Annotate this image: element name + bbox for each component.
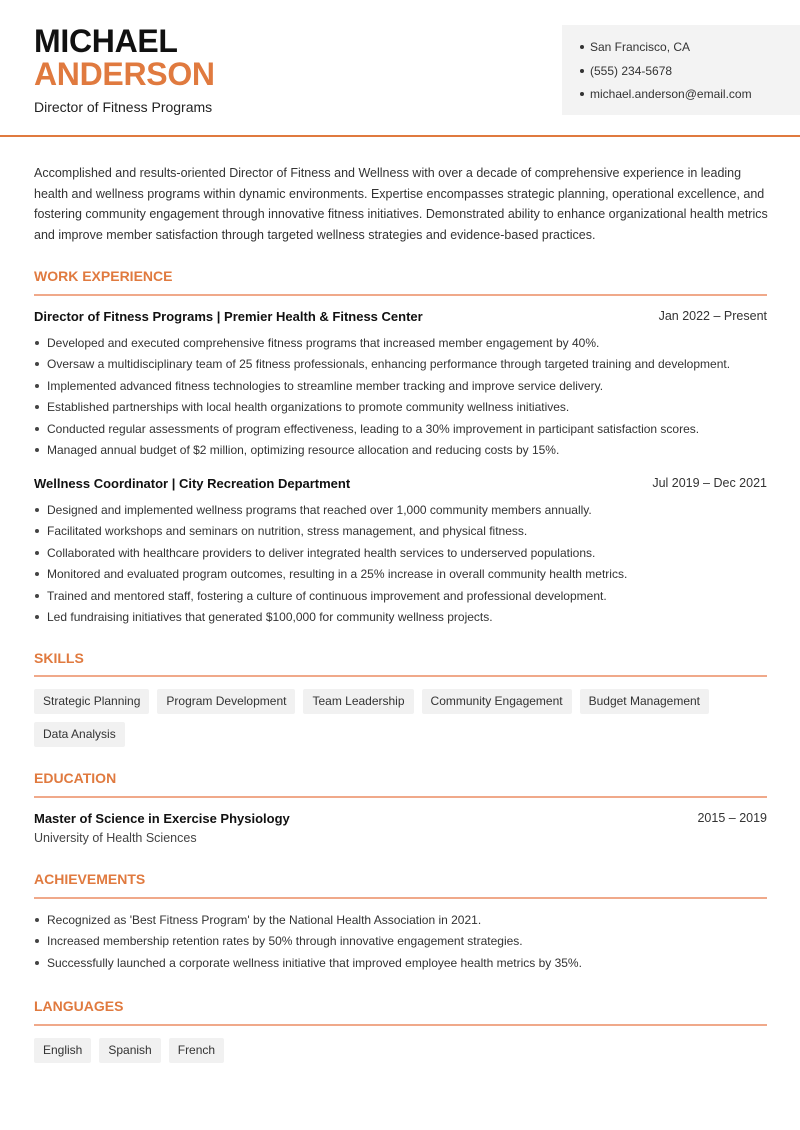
language-chip: Spanish [99,1038,160,1063]
bullet-icon [35,448,39,452]
list-item: Implemented advanced fitness technologies to streamline member tracking and improve service delivery. [34,378,769,399]
bullet-icon [35,961,39,965]
skill-chip: Community Engagement [422,689,572,714]
bullet-icon [35,508,39,512]
job-dates: Jul 2019 – Dec 2021 [652,476,767,490]
bullet-icon [580,69,584,73]
languages-list [34,1038,769,1063]
bullet-icon [35,405,39,409]
last-name: ANDERSON [34,56,215,92]
list-item: Monitored and evaluated program outcomes, resulting in a 25% increase in overall community health metrics. [34,566,769,587]
bullet-icon [35,918,39,922]
bullet-icon [35,384,39,388]
list-item: Trained and mentored staff, fostering a culture of continuous improvement and professional development. [34,588,769,609]
first-name: MICHAEL [34,23,178,59]
language-chip: French [169,1038,224,1063]
education-dates: 2015 – 2019 [697,811,767,825]
resume-header [0,0,800,137]
list-item: Designed and implemented wellness programs that reached over 1,000 community members annually. [34,502,769,523]
contact-phone: (555) 234-5678 [580,63,800,87]
contact-email: michael.anderson@email.com [580,86,800,110]
divider [34,796,767,798]
divider [34,675,767,677]
language-chip: English [34,1038,91,1063]
list-item: Managed annual budget of $2 million, optimizing resource allocation and reducing costs by 15%. [34,442,769,463]
degree: Master of Science in Exercise Physiology [34,811,290,826]
contact-box [562,25,800,115]
job-title: Director of Fitness Programs [34,99,213,115]
bullet-icon [35,939,39,943]
list-item: Oversaw a multidisciplinary team of 25 fitness professionals, enhancing performance through targeted training and development. [34,356,769,377]
list-item: Increased membership retention rates by 50% through innovative engagement strategies. [34,933,769,954]
list-item: Led fundraising initiatives that generated $100,000 for community wellness projects. [34,609,769,630]
bullet-icon [35,594,39,598]
job-role: Director of Fitness Programs | Premier Health & Fitness Center [34,309,423,324]
skill-chip: Strategic Planning [34,689,149,714]
job-bullets [34,335,769,463]
bullet-icon [35,529,39,533]
bullet-icon [35,551,39,555]
achievements-list [34,912,769,976]
job-role: Wellness Coordinator | City Recreation Department [34,476,351,491]
skill-chip: Program Development [157,689,295,714]
school: University of Health Sciences [34,831,197,845]
divider [34,1024,767,1026]
section-title-skills: SKILLS [34,650,84,666]
bullet-icon [35,341,39,345]
list-item: Established partnerships with local health organizations to promote community wellness initiatives. [34,399,769,420]
section-title-achievements: ACHIEVEMENTS [34,871,146,887]
skill-chip: Budget Management [580,689,709,714]
bullet-icon [35,362,39,366]
list-item: Collaborated with healthcare providers to deliver integrated health services to underserved populations. [34,545,769,566]
bullet-icon [580,45,584,49]
bullet-icon [35,427,39,431]
skill-chip: Team Leadership [303,689,413,714]
divider [34,294,767,296]
skills-list [34,689,769,747]
list-item: Facilitated workshops and seminars on nutrition, stress management, and physical fitness. [34,523,769,544]
job-dates: Jan 2022 – Present [658,309,767,323]
section-title-languages: LANGUAGES [34,998,124,1014]
job-bullets [34,502,769,630]
divider [34,897,767,899]
bullet-icon [35,615,39,619]
summary: Accomplished and results-oriented Director of Fitness and Wellness with over a decade of comprehensive experience in leading health and wellness programs within dynamic environments. Expertise encompasses strategic planning, operational excellence, and fostering community engagement through innovative fitness initiatives. Demonstrated ability to enhance organizational health metrics and improve member satisfaction through targeted wellness strategies and evidence-based practices. [34,166,768,243]
contact-location: San Francisco, CA [580,39,800,63]
section-title-work: WORK EXPERIENCE [34,268,173,284]
list-item: Recognized as 'Best Fitness Program' by the National Health Association in 2021. [34,912,769,933]
bullet-icon [580,92,584,96]
job-heading [34,476,767,491]
job-heading [34,309,767,324]
list-item: Successfully launched a corporate wellness initiative that improved employee health metrics by 35%. [34,955,769,976]
skill-chip: Data Analysis [34,722,125,747]
bullet-icon [35,572,39,576]
list-item: Conducted regular assessments of program effectiveness, leading to a 30% improvement in participant satisfaction scores. [34,421,769,442]
section-title-education: EDUCATION [34,770,117,786]
education-heading [34,811,767,826]
list-item: Developed and executed comprehensive fitness programs that increased member engagement by 40%. [34,335,769,356]
